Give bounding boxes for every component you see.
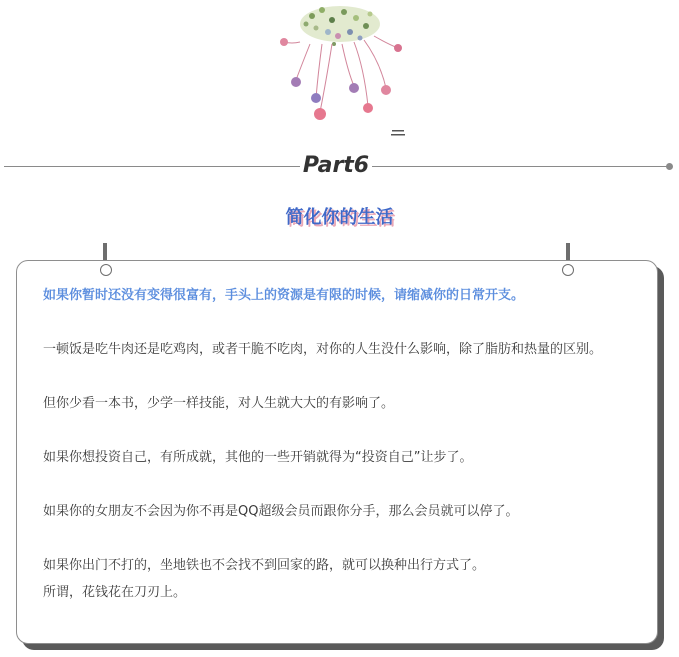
- flower-stems: [284, 36, 398, 112]
- hanging-flower-illustration: [270, 2, 410, 140]
- paragraph-transport: 如果你出门不打的，坐地铁也不会找不到回家的路，就可以换种出行方式了。: [43, 558, 486, 573]
- divider-end-dot: [666, 163, 673, 170]
- divider-line-left: [4, 166, 300, 167]
- paragraph-invest: 如果你想投资自己，有所成就，其他的一些开销就得为“投资自己”让步了。: [43, 450, 473, 465]
- card-content: [43, 282, 638, 606]
- flower-tag: [391, 130, 405, 136]
- part-label: Part6: [302, 153, 370, 178]
- paragraph-qq-membership: 如果你的女朋友不会因为你不再是QQ超级会员而跟你分手，那么会员就可以停了。: [43, 504, 519, 519]
- paragraph-conclusion: 所谓，花钱花在刀刃上。: [43, 585, 187, 600]
- section-title: 简化你的生活: [285, 207, 394, 228]
- paragraph-books: 但你少看一本书，少学一样技能，对人生就大大的有影响了。: [43, 396, 395, 411]
- leaf-cluster: [300, 6, 380, 46]
- paragraph-meat: 一顿饭是吃牛肉还是吃鸡肉，或者干脆不吃肉，对你的人生没什么影响，除了脂肪和热量的区别。: [43, 342, 603, 357]
- divider-line-right: [372, 166, 667, 167]
- card-ring-left: [100, 264, 112, 276]
- card-ring-right: [562, 264, 574, 276]
- lead-paragraph: 如果你暂时还没有变得很富有，手头上的资源是有限的时候，请缩减你的日常开支。: [43, 288, 525, 303]
